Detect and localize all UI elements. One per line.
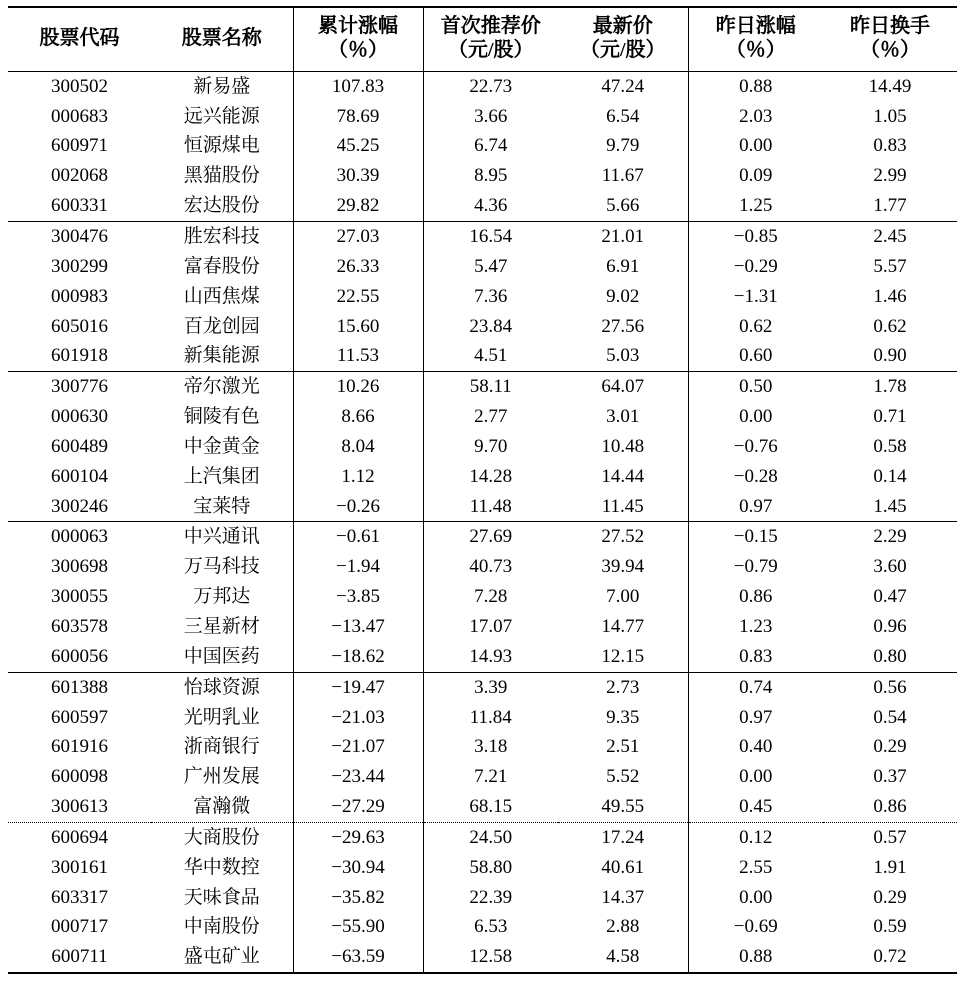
cell-yest_turnover: 1.05 bbox=[873, 105, 907, 127]
table-row bbox=[8, 71, 957, 101]
table-row bbox=[8, 853, 957, 883]
cell-yest_change: 0.00 bbox=[688, 883, 823, 913]
cell-first_price: 4.36 bbox=[423, 191, 558, 221]
cell-yest_turnover: 1.91 bbox=[873, 856, 907, 878]
cell-yest_turnover: 0.72 bbox=[823, 942, 957, 973]
table-row bbox=[8, 492, 957, 522]
column-header-line: 首次推荐价 bbox=[440, 15, 541, 37]
cell-yest_change: −0.76 bbox=[688, 432, 823, 462]
cell-name: 百龙创园 bbox=[183, 315, 260, 337]
cell-cumulative: −29.63 bbox=[293, 822, 423, 852]
cell-last_price: 10.48 bbox=[601, 435, 645, 457]
cell-first_price: 3.39 bbox=[423, 672, 558, 702]
cell-last_price: 4.58 bbox=[558, 942, 688, 973]
cell-yest_change: 0.74 bbox=[688, 672, 823, 702]
cell-name: 新易盛 bbox=[193, 75, 251, 97]
cell-code: 300502 bbox=[51, 75, 108, 97]
cell-cumulative: −3.85 bbox=[293, 582, 423, 612]
cell-yest_change: −0.15 bbox=[688, 522, 823, 552]
cell-first_price: 17.07 bbox=[423, 612, 558, 642]
column-header-line: （％） bbox=[860, 39, 920, 62]
cell-last_price: 9.35 bbox=[606, 706, 640, 728]
cell-last_price: 9.02 bbox=[606, 285, 640, 307]
table-row bbox=[8, 191, 957, 221]
cell-cumulative: −1.94 bbox=[293, 552, 423, 582]
column-header-line: 累计涨幅 bbox=[318, 15, 398, 37]
table-row bbox=[8, 642, 957, 672]
cell-yest_turnover: 0.86 bbox=[873, 796, 907, 818]
cell-yest_change: 0.50 bbox=[688, 372, 823, 402]
table-row bbox=[8, 552, 957, 582]
cell-name: 新集能源 bbox=[183, 345, 260, 367]
cell-first_price: 24.50 bbox=[423, 822, 558, 852]
cell-yest_change: 1.23 bbox=[688, 612, 823, 642]
cell-yest_turnover: 1.77 bbox=[873, 195, 907, 217]
cell-cumulative: −21.07 bbox=[293, 732, 423, 762]
cell-last_price: 2.73 bbox=[558, 672, 688, 702]
table-row bbox=[8, 312, 957, 342]
table-row bbox=[8, 732, 957, 762]
cell-yest_turnover: 2.99 bbox=[873, 165, 907, 187]
cell-code: 000683 bbox=[51, 105, 108, 127]
column-header-name bbox=[151, 7, 293, 71]
cell-yest_turnover: 1.46 bbox=[873, 285, 907, 307]
column-header-line: 昨日换手 bbox=[850, 15, 930, 37]
cell-first_price: 11.84 bbox=[423, 703, 558, 733]
table-row bbox=[8, 612, 957, 642]
cell-first_price: 6.74 bbox=[423, 131, 558, 161]
cell-yest_turnover: 0.14 bbox=[873, 465, 907, 487]
cell-name: 中南股份 bbox=[183, 916, 260, 938]
table-row bbox=[8, 432, 957, 462]
cell-first_price: 7.36 bbox=[423, 282, 558, 312]
cell-yest_turnover: 0.57 bbox=[823, 822, 957, 852]
cell-last_price: 6.54 bbox=[606, 105, 640, 127]
table-row bbox=[8, 522, 957, 552]
cell-cumulative: −30.94 bbox=[293, 853, 423, 883]
cell-cumulative: 11.53 bbox=[293, 341, 423, 371]
cell-code: 300698 bbox=[51, 556, 108, 578]
cell-cumulative: 45.25 bbox=[293, 131, 423, 161]
table-row bbox=[8, 222, 957, 252]
cell-yest_turnover: 5.57 bbox=[873, 255, 907, 277]
cell-cumulative: −13.47 bbox=[293, 612, 423, 642]
cell-yest_change: 0.09 bbox=[688, 161, 823, 191]
cell-yest_change: 0.60 bbox=[688, 341, 823, 371]
table-body bbox=[8, 71, 957, 973]
cell-name: 怡球资源 bbox=[151, 672, 293, 702]
cell-first_price: 7.28 bbox=[423, 582, 558, 612]
cell-name: 远兴能源 bbox=[183, 105, 260, 127]
cell-name: 大商股份 bbox=[151, 822, 293, 852]
cell-first_price: 6.53 bbox=[423, 912, 558, 942]
cell-first_price: 9.70 bbox=[423, 432, 558, 462]
cell-yest_change: 0.86 bbox=[688, 582, 823, 612]
cell-cumulative: 8.66 bbox=[293, 402, 423, 432]
cell-yest_turnover: 0.47 bbox=[873, 586, 907, 608]
cell-yest_change: 0.88 bbox=[688, 942, 823, 973]
column-header-first_price bbox=[423, 7, 558, 71]
cell-name: 广州发展 bbox=[183, 766, 260, 788]
cell-code: 600489 bbox=[51, 435, 108, 457]
cell-last_price: 7.00 bbox=[606, 586, 640, 608]
cell-yest_turnover: 14.49 bbox=[868, 75, 912, 97]
cell-yest_change: 1.25 bbox=[688, 191, 823, 221]
cell-code: 603317 bbox=[51, 886, 108, 908]
cell-yest_turnover: 0.54 bbox=[873, 706, 907, 728]
cell-yest_change: 0.00 bbox=[688, 762, 823, 792]
cell-cumulative: 26.33 bbox=[293, 252, 423, 282]
cell-name: 万马科技 bbox=[183, 556, 260, 578]
cell-yest_turnover: 0.71 bbox=[873, 406, 907, 428]
table-header-row bbox=[8, 7, 957, 71]
table-row bbox=[8, 462, 957, 492]
cell-last_price: 27.56 bbox=[601, 315, 645, 337]
cell-yest_change: −0.69 bbox=[688, 912, 823, 942]
cell-code: 300299 bbox=[51, 255, 108, 277]
cell-yest_turnover: 0.80 bbox=[873, 645, 907, 667]
table-row bbox=[8, 672, 957, 702]
cell-yest_change: 0.00 bbox=[688, 131, 823, 161]
cell-last_price: 11.45 bbox=[601, 495, 644, 517]
cell-yest_change: 0.62 bbox=[688, 312, 823, 342]
cell-code: 300776 bbox=[8, 372, 151, 402]
cell-cumulative: 8.04 bbox=[293, 432, 423, 462]
cell-code: 002068 bbox=[51, 165, 108, 187]
table-row bbox=[8, 282, 957, 312]
cell-yest_turnover: 0.29 bbox=[873, 736, 907, 758]
cell-code: 300246 bbox=[51, 495, 108, 517]
cell-code: 300613 bbox=[51, 796, 108, 818]
table-row bbox=[8, 341, 957, 371]
cell-cumulative: 15.60 bbox=[293, 312, 423, 342]
cell-yest_turnover: 3.60 bbox=[873, 556, 907, 578]
cell-yest_change: 0.12 bbox=[688, 822, 823, 852]
cell-last_price: 64.07 bbox=[558, 372, 688, 402]
cell-last_price: 5.03 bbox=[606, 345, 640, 367]
cell-last_price: 9.79 bbox=[606, 135, 640, 157]
cell-yest_turnover: 2.45 bbox=[823, 222, 957, 252]
column-header-line: （％） bbox=[328, 39, 388, 62]
cell-yest_change: 0.40 bbox=[688, 732, 823, 762]
table-row bbox=[8, 912, 957, 942]
table-row bbox=[8, 402, 957, 432]
cell-name: 帝尔激光 bbox=[151, 372, 293, 402]
cell-yest_change: 0.45 bbox=[688, 792, 823, 822]
cell-yest_turnover: 1.45 bbox=[873, 495, 907, 517]
cell-yest_turnover: 0.56 bbox=[823, 672, 957, 702]
cell-code: 601916 bbox=[51, 736, 108, 758]
table-row bbox=[8, 131, 957, 161]
cell-code: 605016 bbox=[51, 315, 108, 337]
cell-code: 000983 bbox=[51, 285, 108, 307]
column-header-cumulative bbox=[293, 7, 423, 71]
cell-code: 000063 bbox=[8, 522, 151, 552]
cell-yest_turnover: 2.29 bbox=[823, 522, 957, 552]
cell-yest_change: 0.97 bbox=[688, 492, 823, 522]
cell-last_price: 2.88 bbox=[606, 916, 640, 938]
cell-cumulative: 1.12 bbox=[293, 462, 423, 492]
cell-code: 600056 bbox=[51, 645, 108, 667]
cell-cumulative: 27.03 bbox=[293, 222, 423, 252]
cell-cumulative: −35.82 bbox=[293, 883, 423, 913]
cell-code: 601918 bbox=[51, 345, 108, 367]
cell-yest_turnover: 0.59 bbox=[873, 916, 907, 938]
cell-last_price: 27.52 bbox=[558, 522, 688, 552]
cell-last_price: 6.91 bbox=[606, 255, 640, 277]
cell-name: 黑猫股份 bbox=[183, 165, 260, 187]
table-row bbox=[8, 372, 957, 402]
cell-first_price: 14.93 bbox=[423, 642, 558, 672]
table-row bbox=[8, 762, 957, 792]
cell-cumulative: −18.62 bbox=[293, 642, 423, 672]
cell-first_price: 16.54 bbox=[423, 222, 558, 252]
cell-yest_change: 0.83 bbox=[688, 642, 823, 672]
table-row bbox=[8, 582, 957, 612]
cell-yest_turnover: 0.62 bbox=[873, 315, 907, 337]
cell-name: 万邦达 bbox=[193, 586, 251, 608]
cell-cumulative: −0.61 bbox=[293, 522, 423, 552]
cell-first_price: 23.84 bbox=[423, 312, 558, 342]
cell-cumulative: −19.47 bbox=[293, 672, 423, 702]
table-row bbox=[8, 703, 957, 733]
table-row bbox=[8, 883, 957, 913]
column-header-line: 股票名称 bbox=[181, 27, 262, 50]
cell-last_price: 49.55 bbox=[601, 796, 645, 818]
cell-first_price: 3.66 bbox=[423, 102, 558, 132]
cell-yest_turnover: 0.29 bbox=[873, 886, 907, 908]
cell-first_price: 3.18 bbox=[423, 732, 558, 762]
cell-name: 恒源煤电 bbox=[183, 135, 260, 157]
cell-name: 山西焦煤 bbox=[183, 285, 260, 307]
cell-last_price: 3.01 bbox=[606, 406, 640, 428]
cell-first_price: 11.48 bbox=[423, 492, 558, 522]
cell-cumulative: −55.90 bbox=[293, 912, 423, 942]
cell-last_price: 14.37 bbox=[601, 886, 645, 908]
table-row bbox=[8, 252, 957, 282]
cell-last_price: 17.24 bbox=[558, 822, 688, 852]
cell-name: 华中数控 bbox=[183, 856, 260, 878]
cell-yest_turnover: 0.96 bbox=[873, 615, 907, 637]
cell-cumulative: 22.55 bbox=[293, 282, 423, 312]
cell-cumulative: −27.29 bbox=[293, 792, 423, 822]
table-row bbox=[8, 822, 957, 852]
cell-last_price: 39.94 bbox=[601, 556, 645, 578]
column-header-line: 昨日涨幅 bbox=[715, 15, 796, 37]
table-row bbox=[8, 792, 957, 822]
column-header-code bbox=[8, 7, 151, 71]
column-header-last_price bbox=[558, 7, 688, 71]
column-header-line: 最新价 bbox=[592, 15, 653, 37]
table-row bbox=[8, 102, 957, 132]
cell-yest_turnover: 0.58 bbox=[873, 435, 907, 457]
cell-cumulative: 78.69 bbox=[293, 102, 423, 132]
cell-last_price: 47.24 bbox=[601, 75, 645, 97]
cell-yest_change: 0.97 bbox=[688, 703, 823, 733]
cell-code: 300161 bbox=[51, 856, 108, 878]
cell-code: 600597 bbox=[51, 706, 108, 728]
cell-name: 上汽集团 bbox=[183, 465, 260, 487]
cell-yest_change: −1.31 bbox=[688, 282, 823, 312]
cell-cumulative: 107.83 bbox=[293, 71, 423, 101]
cell-cumulative: 10.26 bbox=[293, 372, 423, 402]
cell-yest_change: −0.85 bbox=[688, 222, 823, 252]
column-header-yest_change bbox=[688, 7, 823, 71]
cell-code: 601388 bbox=[8, 672, 151, 702]
cell-name: 宝莱特 bbox=[193, 495, 251, 517]
cell-last_price: 14.44 bbox=[601, 465, 645, 487]
cell-code: 600711 bbox=[8, 942, 151, 973]
cell-first_price: 2.77 bbox=[423, 402, 558, 432]
column-header-line: 股票代码 bbox=[39, 27, 120, 50]
cell-name: 宏达股份 bbox=[183, 195, 260, 217]
cell-cumulative: 29.82 bbox=[293, 191, 423, 221]
table-header bbox=[8, 7, 957, 71]
cell-first_price: 58.80 bbox=[423, 853, 558, 883]
cell-name: 富瀚微 bbox=[193, 796, 251, 818]
cell-code: 600971 bbox=[51, 135, 108, 157]
cell-name: 中兴通讯 bbox=[151, 522, 293, 552]
cell-last_price: 5.52 bbox=[606, 766, 640, 788]
cell-first_price: 40.73 bbox=[423, 552, 558, 582]
cell-first_price: 12.58 bbox=[423, 942, 558, 973]
cell-yest_turnover: 0.83 bbox=[873, 135, 907, 157]
cell-first_price: 14.28 bbox=[423, 462, 558, 492]
cell-yest_turnover: 0.90 bbox=[873, 345, 907, 367]
cell-code: 000717 bbox=[51, 916, 108, 938]
column-header-line: （％） bbox=[725, 39, 786, 62]
cell-yest_change: 2.03 bbox=[688, 102, 823, 132]
cell-name: 光明乳业 bbox=[183, 706, 260, 728]
cell-first_price: 22.39 bbox=[423, 883, 558, 913]
cell-last_price: 21.01 bbox=[558, 222, 688, 252]
cell-first_price: 68.15 bbox=[423, 792, 558, 822]
table-row bbox=[8, 161, 957, 191]
column-header-line: （元/股） bbox=[579, 39, 666, 62]
cell-first_price: 22.73 bbox=[423, 71, 558, 101]
cell-first_price: 8.95 bbox=[423, 161, 558, 191]
cell-cumulative: −63.59 bbox=[293, 942, 423, 973]
cell-name: 中金黄金 bbox=[183, 435, 260, 457]
cell-last_price: 5.66 bbox=[606, 195, 640, 217]
cell-code: 603578 bbox=[51, 615, 108, 637]
cell-yest_turnover: 0.37 bbox=[873, 766, 907, 788]
cell-code: 300055 bbox=[51, 586, 108, 608]
cell-last_price: 12.15 bbox=[601, 645, 645, 667]
cell-name: 铜陵有色 bbox=[183, 406, 260, 428]
cell-code: 600694 bbox=[8, 822, 151, 852]
cell-yest_change: −0.29 bbox=[688, 252, 823, 282]
cell-name: 盛屯矿业 bbox=[151, 942, 293, 973]
cell-first_price: 5.47 bbox=[423, 252, 558, 282]
cell-cumulative: 30.39 bbox=[293, 161, 423, 191]
cell-name: 三星新材 bbox=[183, 615, 260, 637]
stock-performance-table bbox=[8, 6, 957, 974]
cell-first_price: 58.11 bbox=[423, 372, 558, 402]
cell-name: 富春股份 bbox=[183, 255, 260, 277]
column-header-line: （元/股） bbox=[447, 39, 534, 62]
cell-code: 600098 bbox=[51, 766, 108, 788]
cell-yest_change: 0.00 bbox=[688, 402, 823, 432]
table-row bbox=[8, 942, 957, 973]
cell-cumulative: −21.03 bbox=[293, 703, 423, 733]
cell-cumulative: −0.26 bbox=[293, 492, 423, 522]
cell-code: 300476 bbox=[8, 222, 151, 252]
cell-yest_turnover: 1.78 bbox=[823, 372, 957, 402]
cell-yest_change: −0.28 bbox=[688, 462, 823, 492]
cell-name: 天味食品 bbox=[183, 886, 260, 908]
cell-name: 胜宏科技 bbox=[151, 222, 293, 252]
cell-first_price: 27.69 bbox=[423, 522, 558, 552]
cell-last_price: 14.77 bbox=[601, 615, 645, 637]
cell-first_price: 7.21 bbox=[423, 762, 558, 792]
cell-code: 600331 bbox=[51, 195, 108, 217]
cell-last_price: 11.67 bbox=[601, 165, 644, 187]
cell-cumulative: −23.44 bbox=[293, 762, 423, 792]
column-header-yest_turnover bbox=[823, 7, 957, 71]
cell-name: 中国医药 bbox=[183, 645, 260, 667]
cell-last_price: 2.51 bbox=[606, 736, 640, 758]
cell-yest_change: 2.55 bbox=[688, 853, 823, 883]
cell-code: 000630 bbox=[51, 406, 108, 428]
cell-yest_change: −0.79 bbox=[688, 552, 823, 582]
cell-last_price: 40.61 bbox=[601, 856, 645, 878]
cell-yest_change: 0.88 bbox=[688, 71, 823, 101]
cell-name: 浙商银行 bbox=[183, 736, 260, 758]
cell-code: 600104 bbox=[51, 465, 108, 487]
cell-first_price: 4.51 bbox=[423, 341, 558, 371]
